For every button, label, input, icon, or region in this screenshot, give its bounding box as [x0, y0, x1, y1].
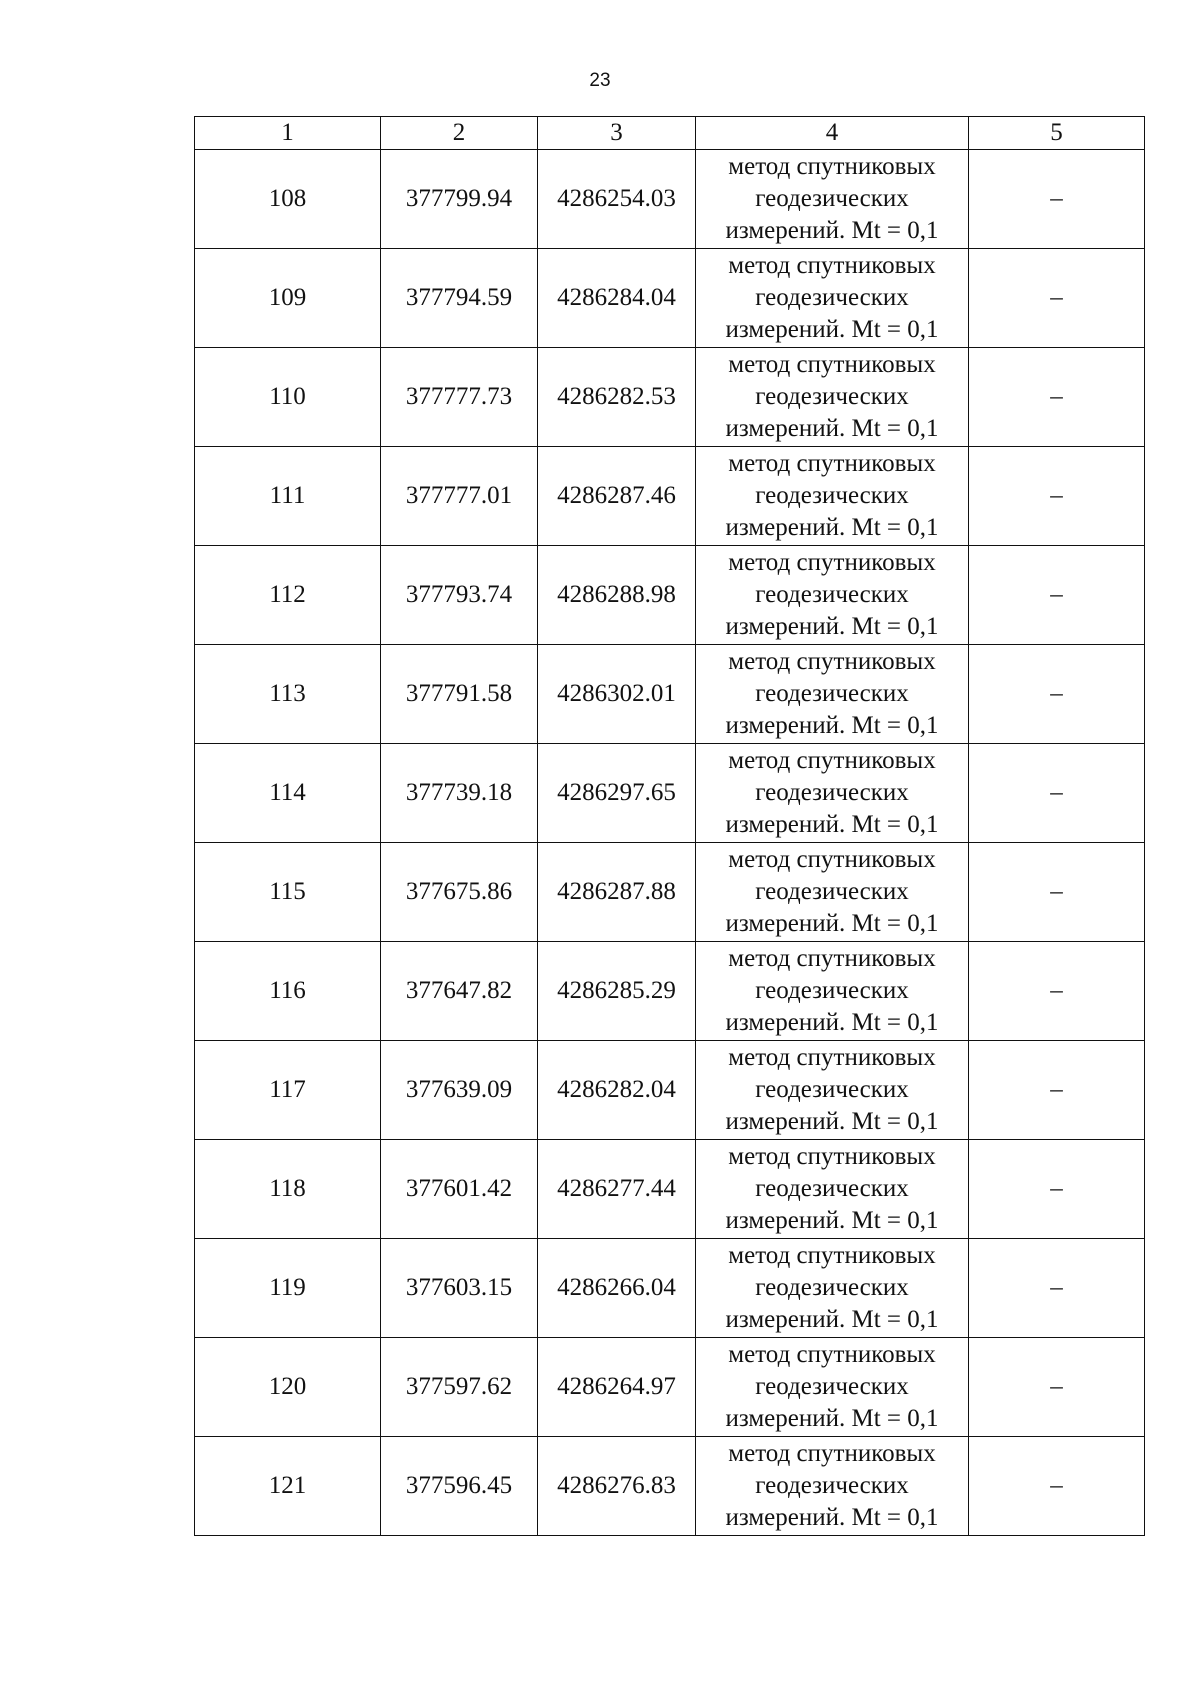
coordinates-table — [194, 116, 1145, 1536]
point-number-cell: 119 — [195, 1239, 381, 1338]
method-cell — [696, 1140, 969, 1239]
method-line: измерений. Mt = 0,1 — [725, 316, 939, 343]
note-cell: – — [969, 249, 1145, 348]
point-number-cell: 116 — [195, 942, 381, 1041]
x-coordinate-cell: 377647.82 — [381, 942, 538, 1041]
y-coordinate-cell: 4286254.03 — [538, 150, 696, 249]
point-number-cell: 112 — [195, 546, 381, 645]
x-coordinate-cell: 377596.45 — [381, 1437, 538, 1536]
table-row — [195, 249, 1145, 348]
method-line: метод спутниковых — [728, 252, 936, 279]
method-line: метод спутниковых — [728, 747, 936, 774]
method-line: метод спутниковых — [728, 846, 936, 873]
table-row — [195, 1437, 1145, 1536]
table-row — [195, 546, 1145, 645]
x-coordinate-cell: 377675.86 — [381, 843, 538, 942]
method-line: измерений. Mt = 0,1 — [725, 1207, 939, 1234]
x-coordinate-cell: 377799.94 — [381, 150, 538, 249]
method-line: метод спутниковых — [728, 1341, 936, 1368]
y-coordinate-cell: 4286285.29 — [538, 942, 696, 1041]
y-coordinate-cell: 4286282.53 — [538, 348, 696, 447]
point-number-cell: 120 — [195, 1338, 381, 1437]
method-cell — [696, 645, 969, 744]
table-row — [195, 348, 1145, 447]
method-line: измерений. Mt = 0,1 — [725, 514, 939, 541]
method-cell — [696, 447, 969, 546]
point-number-cell: 113 — [195, 645, 381, 744]
note-cell: – — [969, 1338, 1145, 1437]
note-cell: – — [969, 1041, 1145, 1140]
x-coordinate-cell: 377597.62 — [381, 1338, 538, 1437]
method-cell — [696, 150, 969, 249]
point-number-cell: 114 — [195, 744, 381, 843]
point-number-cell: 108 — [195, 150, 381, 249]
method-line: геодезических — [755, 284, 909, 311]
method-line: геодезических — [755, 977, 909, 1004]
method-cell — [696, 1041, 969, 1140]
point-number-cell: 118 — [195, 1140, 381, 1239]
method-line: метод спутниковых — [728, 1440, 936, 1467]
y-coordinate-cell: 4286297.65 — [538, 744, 696, 843]
method-line: геодезических — [755, 1472, 909, 1499]
method-line: геодезических — [755, 581, 909, 608]
method-line: геодезических — [755, 1076, 909, 1103]
method-cell — [696, 249, 969, 348]
x-coordinate-cell: 377793.74 — [381, 546, 538, 645]
method-cell — [696, 942, 969, 1041]
header-col-5: 5 — [969, 117, 1145, 150]
x-coordinate-cell: 377791.58 — [381, 645, 538, 744]
y-coordinate-cell: 4286284.04 — [538, 249, 696, 348]
note-cell: – — [969, 348, 1145, 447]
method-line: геодезических — [755, 185, 909, 212]
table-body — [195, 150, 1145, 1536]
method-line: метод спутниковых — [728, 351, 936, 378]
point-number-cell: 117 — [195, 1041, 381, 1140]
method-line: геодезических — [755, 1373, 909, 1400]
method-line: метод спутниковых — [728, 153, 936, 180]
note-cell: – — [969, 942, 1145, 1041]
method-line: геодезических — [755, 779, 909, 806]
x-coordinate-cell: 377639.09 — [381, 1041, 538, 1140]
note-cell: – — [969, 1437, 1145, 1536]
x-coordinate-cell: 377777.73 — [381, 348, 538, 447]
method-line: метод спутниковых — [728, 1044, 936, 1071]
method-line: геодезических — [755, 1175, 909, 1202]
y-coordinate-cell: 4286288.98 — [538, 546, 696, 645]
method-line: геодезических — [755, 878, 909, 905]
method-cell — [696, 546, 969, 645]
x-coordinate-cell: 377777.01 — [381, 447, 538, 546]
point-number-cell: 110 — [195, 348, 381, 447]
method-line: измерений. Mt = 0,1 — [725, 1405, 939, 1432]
method-line: геодезических — [755, 1274, 909, 1301]
point-number-cell: 121 — [195, 1437, 381, 1536]
point-number-cell: 115 — [195, 843, 381, 942]
method-line: метод спутниковых — [728, 450, 936, 477]
header-col-3: 3 — [538, 117, 696, 150]
y-coordinate-cell: 4286302.01 — [538, 645, 696, 744]
method-cell — [696, 348, 969, 447]
point-number-cell: 111 — [195, 447, 381, 546]
note-cell: – — [969, 1140, 1145, 1239]
header-col-2: 2 — [381, 117, 538, 150]
method-cell — [696, 1338, 969, 1437]
note-cell: – — [969, 150, 1145, 249]
method-cell — [696, 744, 969, 843]
note-cell: – — [969, 843, 1145, 942]
y-coordinate-cell: 4286264.97 — [538, 1338, 696, 1437]
method-line: измерений. Mt = 0,1 — [725, 910, 939, 937]
header-col-4: 4 — [696, 117, 969, 150]
y-coordinate-cell: 4286276.83 — [538, 1437, 696, 1536]
method-line: измерений. Mt = 0,1 — [725, 1108, 939, 1135]
table-row — [195, 1140, 1145, 1239]
table-header-row — [195, 117, 1145, 150]
table-row — [195, 1041, 1145, 1140]
method-line: метод спутниковых — [728, 648, 936, 675]
page-number: 23 — [589, 70, 611, 91]
note-cell: – — [969, 744, 1145, 843]
method-line: геодезических — [755, 482, 909, 509]
method-line: измерений. Mt = 0,1 — [725, 613, 939, 640]
method-line: измерений. Mt = 0,1 — [725, 415, 939, 442]
method-line: метод спутниковых — [728, 1143, 936, 1170]
table-row — [195, 447, 1145, 546]
method-line: измерений. Mt = 0,1 — [725, 712, 939, 739]
method-cell — [696, 1437, 969, 1536]
y-coordinate-cell: 4286287.46 — [538, 447, 696, 546]
y-coordinate-cell: 4286277.44 — [538, 1140, 696, 1239]
method-line: геодезических — [755, 383, 909, 410]
x-coordinate-cell: 377601.42 — [381, 1140, 538, 1239]
x-coordinate-cell: 377739.18 — [381, 744, 538, 843]
x-coordinate-cell: 377794.59 — [381, 249, 538, 348]
method-line: измерений. Mt = 0,1 — [725, 217, 939, 244]
header-col-1: 1 — [195, 117, 381, 150]
table-row — [195, 1338, 1145, 1437]
method-cell — [696, 1239, 969, 1338]
x-coordinate-cell: 377603.15 — [381, 1239, 538, 1338]
y-coordinate-cell: 4286282.04 — [538, 1041, 696, 1140]
method-line: измерений. Mt = 0,1 — [725, 811, 939, 838]
note-cell: – — [969, 1239, 1145, 1338]
method-line: геодезических — [755, 680, 909, 707]
method-line: измерений. Mt = 0,1 — [725, 1009, 939, 1036]
y-coordinate-cell: 4286287.88 — [538, 843, 696, 942]
point-number-cell: 109 — [195, 249, 381, 348]
table-row — [195, 744, 1145, 843]
table-row — [195, 1239, 1145, 1338]
note-cell: – — [969, 645, 1145, 744]
method-line: метод спутниковых — [728, 1242, 936, 1269]
table-row — [195, 942, 1145, 1041]
method-line: метод спутниковых — [728, 945, 936, 972]
method-line: измерений. Mt = 0,1 — [725, 1306, 939, 1333]
note-cell: – — [969, 546, 1145, 645]
table-row — [195, 843, 1145, 942]
note-cell: – — [969, 447, 1145, 546]
table-row — [195, 645, 1145, 744]
y-coordinate-cell: 4286266.04 — [538, 1239, 696, 1338]
method-cell — [696, 843, 969, 942]
method-line: измерений. Mt = 0,1 — [725, 1504, 939, 1531]
method-line: метод спутниковых — [728, 549, 936, 576]
table-row — [195, 150, 1145, 249]
